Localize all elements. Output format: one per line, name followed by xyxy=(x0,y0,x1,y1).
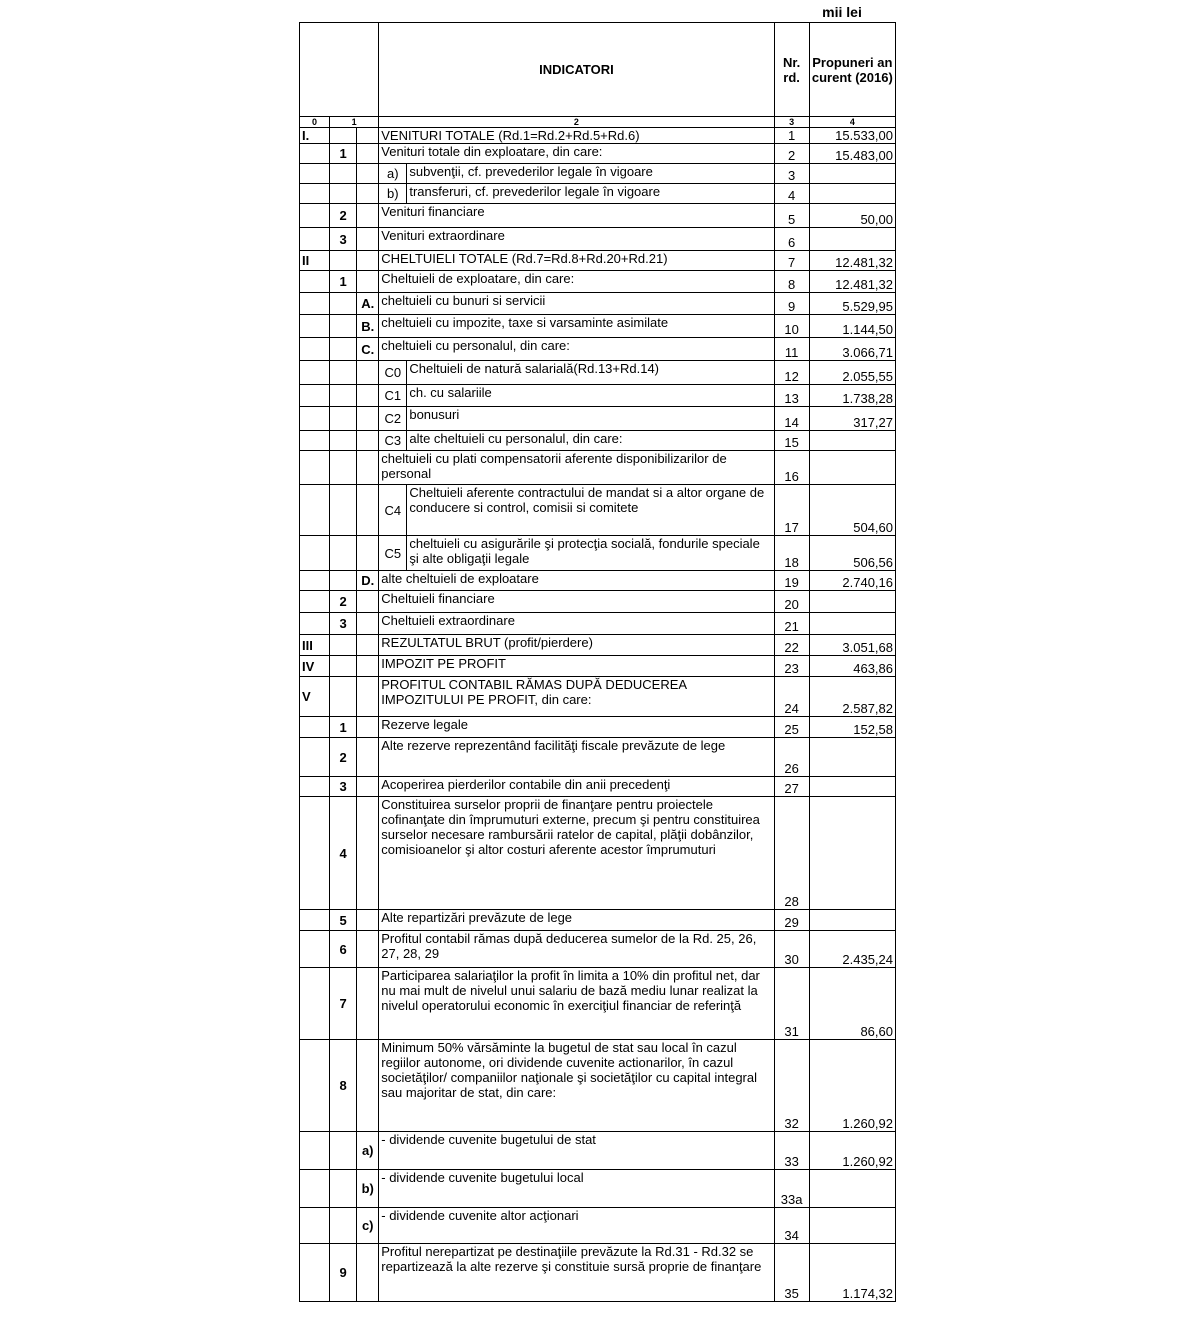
subsection-cell xyxy=(330,635,357,656)
table-row xyxy=(300,1244,896,1302)
row-number: 13 xyxy=(774,385,809,407)
table-row xyxy=(300,797,896,910)
column-index-row xyxy=(300,117,896,128)
indicator-label: ch. cu salariile xyxy=(407,385,774,407)
indicator-label: PROFITUL CONTABIL RĂMAS DUPĂ DEDUCEREA IMPOZITULUI PE PROFIT, din care: xyxy=(379,677,774,717)
letter-cell xyxy=(357,451,379,485)
row-number: 27 xyxy=(774,777,809,797)
col-index-2: 2 xyxy=(379,117,774,128)
code-cell: b) xyxy=(379,184,407,204)
proposal-value: 317,27 xyxy=(809,407,895,431)
indicator-label: Cheltuieli financiare xyxy=(379,591,774,613)
section-cell xyxy=(300,717,330,738)
subsection-cell: 3 xyxy=(330,228,357,251)
table-row xyxy=(300,407,896,431)
table-row xyxy=(300,1208,896,1244)
subsection-cell: 1 xyxy=(330,271,357,293)
letter-cell xyxy=(357,777,379,797)
proposal-value xyxy=(809,910,895,931)
letter-cell xyxy=(357,184,379,204)
section-cell xyxy=(300,361,330,385)
proposal-value xyxy=(809,738,895,777)
subsection-cell: 2 xyxy=(330,738,357,777)
table-row xyxy=(300,315,896,338)
letter-cell xyxy=(357,613,379,635)
indicator-label: Cheltuieli aferente contractului de mandat si a altor organe de conducere si control, comisii si comitete xyxy=(407,485,774,536)
row-number: 6 xyxy=(774,228,809,251)
subsection-cell: 7 xyxy=(330,968,357,1040)
proposal-value xyxy=(809,1208,895,1244)
table-row xyxy=(300,293,896,315)
table-row xyxy=(300,164,896,184)
col-index-4: 4 xyxy=(809,117,895,128)
indicator-label: Minimum 50% vărsăminte la bugetul de stat sau local în cazul regiilor autonome, ori dividende cuvenite actionarilor, în cazul societăţilor/ companiilor naţionale şi societăţilor cu capital integral sau majoritar de stat, din care: xyxy=(379,1040,774,1132)
proposal-value: 1.144,50 xyxy=(809,315,895,338)
section-cell xyxy=(300,968,330,1040)
letter-cell xyxy=(357,1040,379,1132)
row-number: 17 xyxy=(774,485,809,536)
letter-cell xyxy=(357,361,379,385)
letter-cell: B. xyxy=(357,315,379,338)
letter-cell xyxy=(357,204,379,228)
header-blank-cell xyxy=(300,23,379,117)
table-row xyxy=(300,271,896,293)
indicator-label: subvenţii, cf. prevederilor legale în vigoare xyxy=(407,164,774,184)
row-number: 20 xyxy=(774,591,809,613)
letter-cell: A. xyxy=(357,293,379,315)
subsection-cell xyxy=(330,315,357,338)
proposal-value: 3.066,71 xyxy=(809,338,895,361)
table-row xyxy=(300,144,896,164)
subsection-cell xyxy=(330,128,357,144)
letter-cell xyxy=(357,407,379,431)
row-number: 25 xyxy=(774,717,809,738)
proposal-value xyxy=(809,797,895,910)
letter-cell xyxy=(357,635,379,656)
letter-cell: C. xyxy=(357,338,379,361)
subsection-cell xyxy=(330,184,357,204)
code-cell: C0 xyxy=(379,361,407,385)
indicator-label: cheltuieli cu plati compensatorii aferente disponibilizarilor de personal xyxy=(379,451,774,485)
proposal-value: 1.738,28 xyxy=(809,385,895,407)
indicator-label: alte cheltuieli de exploatare xyxy=(379,571,774,591)
letter-cell xyxy=(357,656,379,677)
table-row xyxy=(300,968,896,1040)
proposal-value xyxy=(809,1170,895,1208)
row-number: 22 xyxy=(774,635,809,656)
subsection-cell xyxy=(330,293,357,315)
budget-table xyxy=(299,22,896,1302)
proposal-value: 2.740,16 xyxy=(809,571,895,591)
table-row xyxy=(300,228,896,251)
table-row xyxy=(300,738,896,777)
indicator-label: cheltuieli cu bunuri si servicii xyxy=(379,293,774,315)
letter-cell xyxy=(357,591,379,613)
letter-cell: D. xyxy=(357,571,379,591)
row-number: 35 xyxy=(774,1244,809,1302)
subsection-cell: 6 xyxy=(330,931,357,968)
letter-cell xyxy=(357,738,379,777)
subsection-cell: 3 xyxy=(330,613,357,635)
row-number: 33 xyxy=(774,1132,809,1170)
proposal-value: 2.435,24 xyxy=(809,931,895,968)
letter-cell xyxy=(357,485,379,536)
letter-cell xyxy=(357,717,379,738)
proposal-value xyxy=(809,451,895,485)
section-cell xyxy=(300,228,330,251)
table-row xyxy=(300,613,896,635)
table-row xyxy=(300,385,896,407)
proposal-value: 15.533,00 xyxy=(809,128,895,144)
unit-label: mii lei xyxy=(822,4,862,20)
indicator-label: - dividende cuvenite altor acţionari xyxy=(379,1208,774,1244)
table-row xyxy=(300,931,896,968)
section-cell xyxy=(300,204,330,228)
col-index-3: 3 xyxy=(774,117,809,128)
section-cell xyxy=(300,315,330,338)
row-number: 26 xyxy=(774,738,809,777)
subsection-cell xyxy=(330,536,357,571)
subsection-cell xyxy=(330,677,357,717)
section-cell: II xyxy=(300,251,330,271)
indicator-label: cheltuieli cu personalul, din care: xyxy=(379,338,774,361)
indicator-label: VENITURI TOTALE (Rd.1=Rd.2+Rd.5+Rd.6) xyxy=(379,128,774,144)
subsection-cell: 1 xyxy=(330,717,357,738)
indicator-label: alte cheltuieli cu personalul, din care: xyxy=(407,431,774,451)
table-row xyxy=(300,571,896,591)
letter-cell xyxy=(357,1244,379,1302)
section-cell xyxy=(300,164,330,184)
section-cell xyxy=(300,1132,330,1170)
row-number: 10 xyxy=(774,315,809,338)
table-row xyxy=(300,204,896,228)
proposal-value: 504,60 xyxy=(809,485,895,536)
proposal-value xyxy=(809,777,895,797)
indicator-label: Venituri financiare xyxy=(379,204,774,228)
row-number: 30 xyxy=(774,931,809,968)
row-number: 15 xyxy=(774,431,809,451)
subsection-cell xyxy=(330,485,357,536)
proposal-value xyxy=(809,184,895,204)
proposal-value: 506,56 xyxy=(809,536,895,571)
table-row xyxy=(300,677,896,717)
section-cell xyxy=(300,293,330,315)
indicator-label: Venituri totale din exploatare, din care: xyxy=(379,144,774,164)
letter-cell xyxy=(357,385,379,407)
section-cell xyxy=(300,385,330,407)
table-row xyxy=(300,717,896,738)
indicator-label: Alte repartizări prevăzute de lege xyxy=(379,910,774,931)
section-cell xyxy=(300,271,330,293)
indicator-label: CHELTUIELI TOTALE (Rd.7=Rd.8+Rd.20+Rd.21) xyxy=(379,251,774,271)
subsection-cell: 5 xyxy=(330,910,357,931)
header-row xyxy=(300,23,896,117)
indicator-label: Alte rezerve reprezentând facilităţi fiscale prevăzute de lege xyxy=(379,738,774,777)
section-cell xyxy=(300,797,330,910)
code-cell: C4 xyxy=(379,485,407,536)
indicator-label: Cheltuieli de natură salarială(Rd.13+Rd.14) xyxy=(407,361,774,385)
letter-cell: b) xyxy=(357,1170,379,1208)
row-number: 31 xyxy=(774,968,809,1040)
indicator-label: Acoperirea pierderilor contabile din anii precedenţi xyxy=(379,777,774,797)
row-number: 3 xyxy=(774,164,809,184)
subsection-cell: 9 xyxy=(330,1244,357,1302)
row-number: 34 xyxy=(774,1208,809,1244)
letter-cell xyxy=(357,677,379,717)
table-row xyxy=(300,1132,896,1170)
section-cell xyxy=(300,536,330,571)
row-number: 29 xyxy=(774,910,809,931)
subsection-cell xyxy=(330,164,357,184)
table-row xyxy=(300,431,896,451)
subsection-cell: 8 xyxy=(330,1040,357,1132)
indicator-label: IMPOZIT PE PROFIT xyxy=(379,656,774,677)
letter-cell xyxy=(357,271,379,293)
indicator-label: bonusuri xyxy=(407,407,774,431)
row-number: 7 xyxy=(774,251,809,271)
indicator-label: - dividende cuvenite bugetului de stat xyxy=(379,1132,774,1170)
indicator-label: Venituri extraordinare xyxy=(379,228,774,251)
subsection-cell xyxy=(330,1170,357,1208)
code-cell: C2 xyxy=(379,407,407,431)
row-number: 9 xyxy=(774,293,809,315)
table-row xyxy=(300,128,896,144)
row-number: 2 xyxy=(774,144,809,164)
code-cell: a) xyxy=(379,164,407,184)
section-cell xyxy=(300,910,330,931)
code-cell: C5 xyxy=(379,536,407,571)
section-cell xyxy=(300,184,330,204)
table-row xyxy=(300,591,896,613)
row-number: 19 xyxy=(774,571,809,591)
letter-cell xyxy=(357,910,379,931)
proposal-value: 86,60 xyxy=(809,968,895,1040)
proposal-value: 463,86 xyxy=(809,656,895,677)
table-row xyxy=(300,251,896,271)
row-number: 4 xyxy=(774,184,809,204)
section-cell xyxy=(300,613,330,635)
table-row xyxy=(300,656,896,677)
section-cell: I. xyxy=(300,128,330,144)
code-cell: C3 xyxy=(379,431,407,451)
letter-cell xyxy=(357,797,379,910)
proposal-value: 5.529,95 xyxy=(809,293,895,315)
table-row xyxy=(300,536,896,571)
section-cell xyxy=(300,777,330,797)
indicator-label: REZULTATUL BRUT (profit/pierdere) xyxy=(379,635,774,656)
table-body xyxy=(300,128,896,1302)
subsection-cell xyxy=(330,385,357,407)
subsection-cell xyxy=(330,361,357,385)
letter-cell: c) xyxy=(357,1208,379,1244)
row-number: 5 xyxy=(774,204,809,228)
subsection-cell xyxy=(330,656,357,677)
subsection-cell: 2 xyxy=(330,204,357,228)
subsection-cell: 3 xyxy=(330,777,357,797)
section-cell xyxy=(300,407,330,431)
col-index-0: 0 xyxy=(300,117,330,128)
indicator-label: cheltuieli cu asigurările şi protecţia socială, fondurile speciale şi alte obligaţii legale xyxy=(407,536,774,571)
row-number: 18 xyxy=(774,536,809,571)
proposal-value: 12.481,32 xyxy=(809,271,895,293)
table-row xyxy=(300,777,896,797)
table-row xyxy=(300,361,896,385)
indicator-label: Profitul nerepartizat pe destinaţiile prevăzute la Rd.31 - Rd.32 se repartizează la alte rezerve şi constituie sursă proprie de finanţare xyxy=(379,1244,774,1302)
row-number: 11 xyxy=(774,338,809,361)
section-cell xyxy=(300,931,330,968)
row-number: 16 xyxy=(774,451,809,485)
section-cell xyxy=(300,1040,330,1132)
indicator-label: Cheltuieli de exploatare, din care: xyxy=(379,271,774,293)
letter-cell: a) xyxy=(357,1132,379,1170)
indicatori-header: INDICATORI xyxy=(379,23,774,117)
letter-cell xyxy=(357,536,379,571)
indicator-label: transferuri, cf. prevederilor legale în vigoare xyxy=(407,184,774,204)
table-row xyxy=(300,451,896,485)
indicator-label: Participarea salariaţilor la profit în limita a 10% din profitul net, dar nu mai mult de nivelul unui salariu de bază mediu lunar realizat la nivelul operatorului economic în exerciţiul financiar de referinţă xyxy=(379,968,774,1040)
table-row xyxy=(300,1170,896,1208)
subsection-cell xyxy=(330,571,357,591)
section-cell xyxy=(300,485,330,536)
row-number: 23 xyxy=(774,656,809,677)
letter-cell xyxy=(357,144,379,164)
row-number: 24 xyxy=(774,677,809,717)
letter-cell xyxy=(357,251,379,271)
section-cell xyxy=(300,1170,330,1208)
row-number: 1 xyxy=(774,128,809,144)
row-number: 28 xyxy=(774,797,809,910)
propuneri-header: Propuneri an curent (2016) xyxy=(809,23,895,117)
proposal-value: 12.481,32 xyxy=(809,251,895,271)
table-row xyxy=(300,184,896,204)
proposal-value: 15.483,00 xyxy=(809,144,895,164)
section-cell: V xyxy=(300,677,330,717)
subsection-cell: 4 xyxy=(330,797,357,910)
subsection-cell xyxy=(330,451,357,485)
section-cell xyxy=(300,1244,330,1302)
section-cell xyxy=(300,431,330,451)
proposal-value: 152,58 xyxy=(809,717,895,738)
indicator-label: Rezerve legale xyxy=(379,717,774,738)
section-cell xyxy=(300,144,330,164)
section-cell xyxy=(300,338,330,361)
proposal-value xyxy=(809,613,895,635)
proposal-value: 50,00 xyxy=(809,204,895,228)
letter-cell xyxy=(357,431,379,451)
indicator-label: Cheltuieli extraordinare xyxy=(379,613,774,635)
table-row xyxy=(300,338,896,361)
table-row xyxy=(300,635,896,656)
letter-cell xyxy=(357,128,379,144)
section-cell xyxy=(300,571,330,591)
section-cell xyxy=(300,738,330,777)
subsection-cell xyxy=(330,1208,357,1244)
subsection-cell xyxy=(330,431,357,451)
subsection-cell: 2 xyxy=(330,591,357,613)
row-number: 32 xyxy=(774,1040,809,1132)
row-number: 8 xyxy=(774,271,809,293)
proposal-value xyxy=(809,431,895,451)
indicator-label: Profitul contabil rămas după deducerea sumelor de la Rd. 25, 26, 27, 28, 29 xyxy=(379,931,774,968)
section-cell xyxy=(300,1208,330,1244)
proposal-value xyxy=(809,591,895,613)
row-number: 14 xyxy=(774,407,809,431)
letter-cell xyxy=(357,968,379,1040)
row-number: 12 xyxy=(774,361,809,385)
proposal-value: 3.051,68 xyxy=(809,635,895,656)
subsection-cell xyxy=(330,251,357,271)
section-cell: III xyxy=(300,635,330,656)
proposal-value: 1.260,92 xyxy=(809,1040,895,1132)
proposal-value: 2.587,82 xyxy=(809,677,895,717)
row-number: 21 xyxy=(774,613,809,635)
indicator-label: Constituirea surselor proprii de finanţare pentru proiectele cofinanţate din împrumuturi externe, precum şi pentru constituirea surselor necesare rambursării ratelor de capital, plăţii dobânzilor, comisioanelor şi altor costuri aferente acestor împrumuturi xyxy=(379,797,774,910)
letter-cell xyxy=(357,228,379,251)
code-cell: C1 xyxy=(379,385,407,407)
section-cell xyxy=(300,591,330,613)
table-row xyxy=(300,910,896,931)
indicator-label: - dividende cuvenite bugetului local xyxy=(379,1170,774,1208)
row-number: 33a xyxy=(774,1170,809,1208)
proposal-value xyxy=(809,228,895,251)
table-row xyxy=(300,1040,896,1132)
proposal-value: 1.260,92 xyxy=(809,1132,895,1170)
section-cell xyxy=(300,451,330,485)
subsection-cell xyxy=(330,407,357,431)
section-cell: IV xyxy=(300,656,330,677)
nr-rd-header: Nr. rd. xyxy=(774,23,809,117)
letter-cell xyxy=(357,164,379,184)
letter-cell xyxy=(357,931,379,968)
col-index-1: 1 xyxy=(330,117,379,128)
proposal-value: 2.055,55 xyxy=(809,361,895,385)
subsection-cell xyxy=(330,338,357,361)
proposal-value: 1.174,32 xyxy=(809,1244,895,1302)
proposal-value xyxy=(809,164,895,184)
indicator-label: cheltuieli cu impozite, taxe si varsaminte asimilate xyxy=(379,315,774,338)
subsection-cell xyxy=(330,1132,357,1170)
table-row xyxy=(300,485,896,536)
subsection-cell: 1 xyxy=(330,144,357,164)
